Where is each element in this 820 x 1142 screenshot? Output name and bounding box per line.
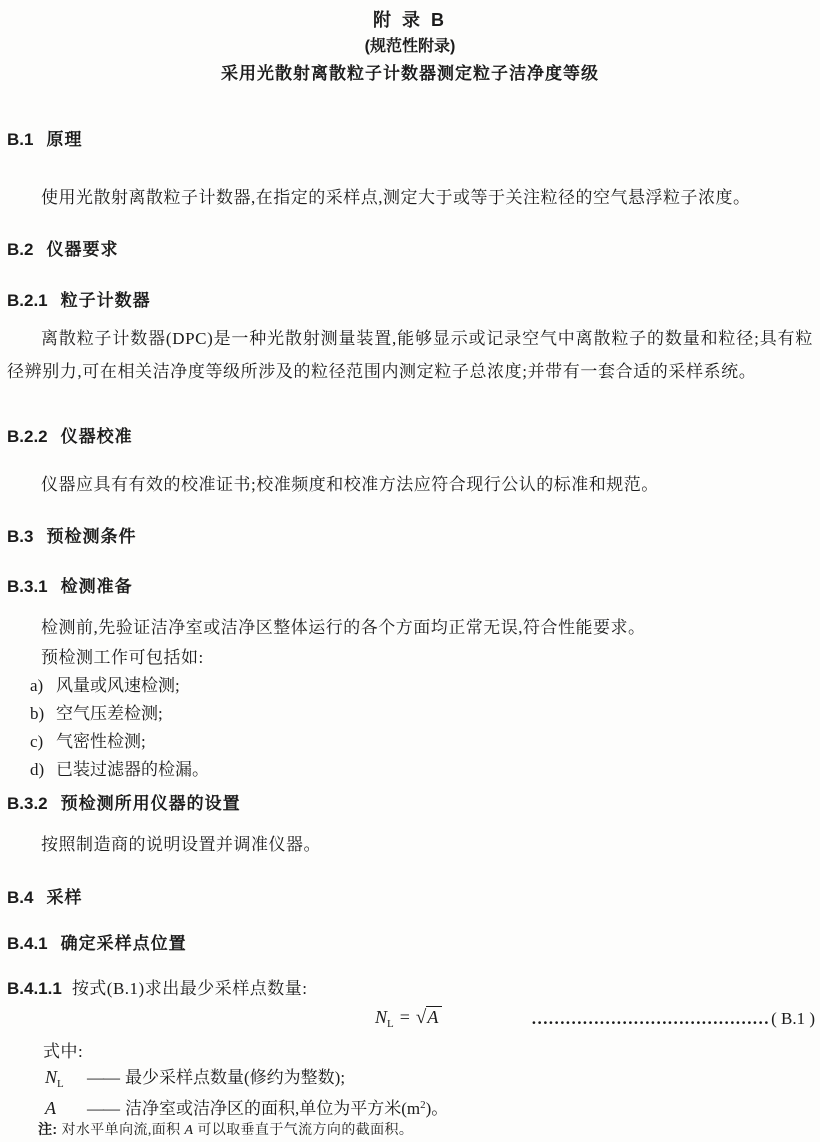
- heading-b2: [7, 240, 118, 259]
- symbol-nl-subscript: L: [57, 1078, 64, 1090]
- symbol-def-a-text-before: 洁净室或洁净区的面积,单位为平方米(m: [125, 1099, 421, 1118]
- heading-b21-title: 粒子计数器: [60, 291, 151, 310]
- formula-b1: [375, 1007, 442, 1030]
- symbol-a: A: [45, 1098, 56, 1118]
- heading-b3-title: 预检测条件: [46, 527, 137, 546]
- symbol-nl: N: [45, 1067, 58, 1087]
- heading-b4: [7, 888, 82, 907]
- para-b22: 仪器应具有有效的校准证书;校准频度和校准方法应符合现行公认的标准和规范。: [41, 475, 659, 494]
- heading-b2-number: B.2: [7, 240, 34, 259]
- equation-number: ( B.1 ): [771, 1009, 815, 1028]
- list-item-d-marker: d): [30, 760, 45, 779]
- heading-b1-number: B.1: [7, 130, 34, 149]
- para-b32: 按照制造商的说明设置并调准仪器。: [41, 835, 321, 854]
- formula-leader-and-number: [531, 1009, 815, 1029]
- heading-b21-number: B.2.1: [7, 291, 48, 310]
- dot-leader: ……………………………………: [531, 1009, 770, 1028]
- where-label: 式中:: [43, 1042, 84, 1061]
- heading-b4-title: 采样: [46, 888, 83, 907]
- formula-subscript-l: L: [387, 1018, 394, 1030]
- symbol-def-a-text-after: )。: [425, 1099, 449, 1118]
- heading-b22: [7, 427, 133, 446]
- heading-b41: [7, 934, 187, 953]
- symbol-def-nl: [45, 1067, 345, 1094]
- list-item-c: [30, 732, 146, 751]
- heading-b411-number: B.4.1.1: [7, 979, 62, 998]
- appendix-title: 附 录 B: [372, 10, 447, 30]
- list-item-c-text: 气密性检测;: [56, 732, 146, 751]
- list-item-a-marker: a): [30, 676, 44, 695]
- heading-b31-title: 检测准备: [60, 577, 133, 596]
- def-dash: ——: [87, 1099, 119, 1118]
- para-b31-line2: 预检测工作可包括如:: [41, 648, 204, 667]
- heading-b31-number: B.3.1: [7, 577, 48, 596]
- note-label: 注:: [38, 1121, 58, 1137]
- list-item-b-text: 空气压差检测;: [56, 704, 163, 723]
- heading-b22-title: 仪器校准: [60, 427, 133, 446]
- heading-b41-number: B.4.1: [7, 934, 48, 953]
- list-item-d-text: 已装过滤器的检漏。: [56, 760, 209, 779]
- formula-radical-sign: √: [415, 1007, 427, 1028]
- formula-symbol-n: N: [375, 1007, 388, 1027]
- heading-b411: [7, 979, 307, 998]
- def-dash: ——: [87, 1068, 119, 1087]
- list-item-a: [30, 676, 180, 695]
- heading-b411-text: 按式(B.1)求出最少采样点数量:: [71, 979, 308, 998]
- para-b31-line1: 检测前,先验证洁净室或洁净区整体运行的各个方面均正常无误,符合性能要求。: [41, 618, 646, 637]
- heading-b31: [7, 577, 133, 596]
- heading-b32-number: B.3.2: [7, 794, 48, 813]
- heading-b32-title: 预检测所用仪器的设置: [60, 794, 241, 813]
- note: [38, 1121, 413, 1139]
- symbol-def-a: [45, 1095, 448, 1119]
- para-b21: 离散粒子计数器(DPC)是一种光散射测量装置,能够显示或记录空气中离散粒子的数量和粒径;具有粒径辨别力,可在相关洁净度等级所涉及的粒径范围内测定粒子总浓度;并带有一套合适的采样系统。: [7, 329, 813, 381]
- list-item-d: [30, 760, 209, 779]
- note-symbol-a: A: [184, 1123, 194, 1138]
- list-item-b-marker: b): [30, 704, 45, 723]
- note-text-after: 可以取垂直于气流方向的截面积。: [193, 1123, 414, 1138]
- note-text-before: 对水平单向流,面积: [61, 1123, 185, 1138]
- list-item-b: [30, 704, 163, 723]
- appendix-type: (规范性附录): [364, 38, 456, 55]
- heading-b21: [7, 291, 151, 310]
- heading-b41-title: 确定采样点位置: [60, 934, 187, 953]
- symbol-def-nl-text: 最少采样点数量(修约为整数);: [125, 1068, 346, 1087]
- list-item-c-marker: c): [30, 732, 44, 751]
- heading-b4-number: B.4: [7, 888, 34, 907]
- heading-b3-number: B.3: [7, 527, 34, 546]
- formula-radicand-a: A: [426, 1006, 442, 1027]
- heading-b32: [7, 794, 241, 813]
- heading-b2-title: 仪器要求: [46, 240, 119, 259]
- square-superscript: 2: [420, 1099, 426, 1111]
- list-item-a-text: 风量或风速检测;: [56, 676, 180, 695]
- heading-b22-number: B.2.2: [7, 427, 48, 446]
- para-b1: 使用光散射离散粒子计数器,在指定的采样点,测定大于或等于关注粒径的空气悬浮粒子浓度。: [41, 188, 751, 207]
- formula-equals-sign: =: [399, 1007, 410, 1027]
- appendix-subtitle: 采用光散射离散粒子计数器测定粒子洁净度等级: [221, 64, 599, 83]
- heading-b1: [7, 130, 82, 149]
- heading-b3: [7, 527, 136, 546]
- heading-b1-title: 原理: [46, 130, 83, 149]
